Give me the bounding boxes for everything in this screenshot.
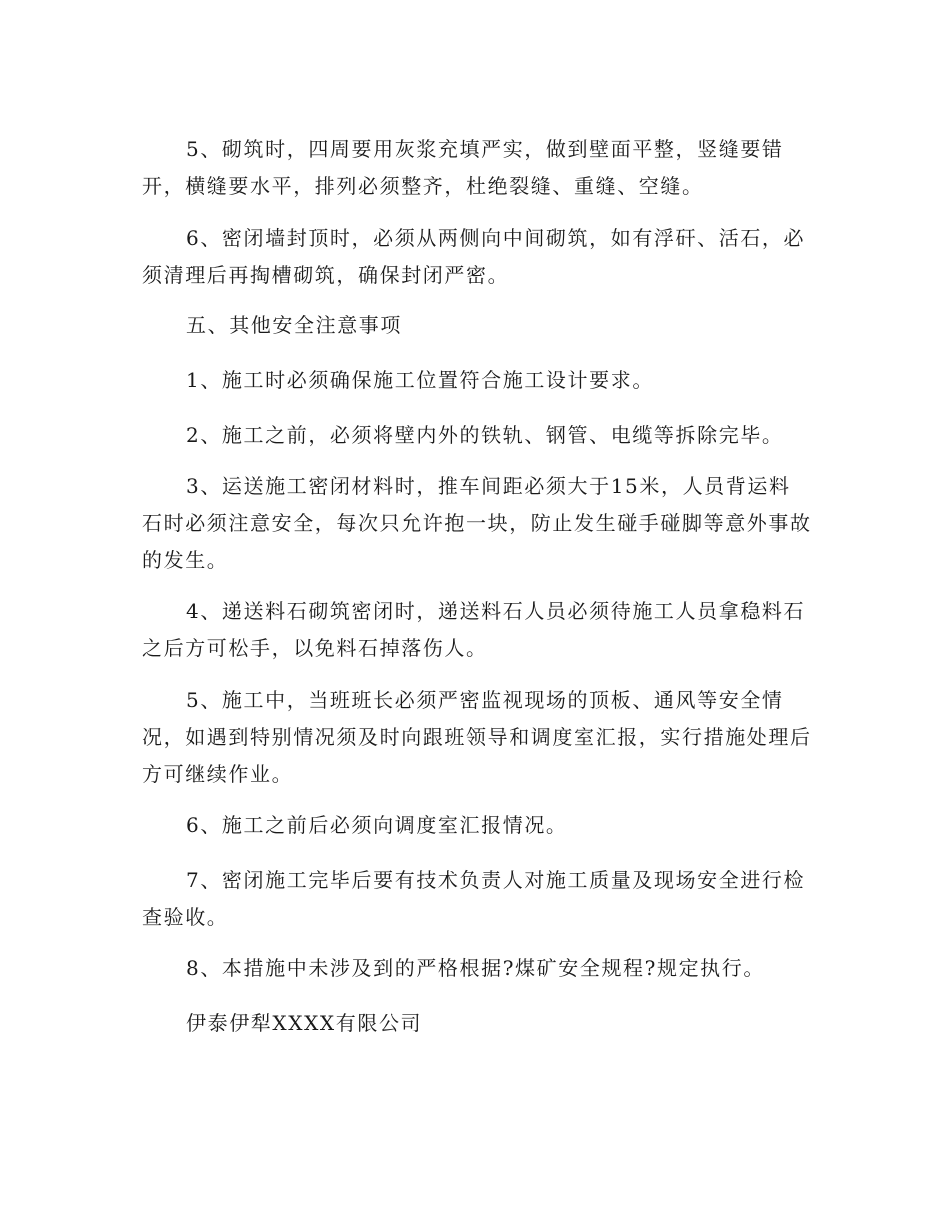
paragraph-safety-item-7: 7、密闭施工完毕后要有技术负责人对施工质量及现场安全进行检查验收。	[142, 868, 806, 929]
paragraph-item-5-masonry: 5、砌筑时，四周要用灰浆充填严实，做到壁面平整，竖缝要错开，横缝要水平，排列必须整齐，杜绝裂缝、重缝、空缝。	[142, 137, 784, 198]
section-heading-other-safety: 五、其他安全注意事项	[186, 313, 402, 337]
paragraph-safety-item-8: 8、本措施中未涉及到的严格根据?煤矿安全规程?规定执行。	[186, 956, 765, 980]
paragraph-safety-item-5: 5、施工中，当班班长必须严密监视现场的顶板、通风等安全情况，如遇到特别情况须及时向跟班领导和调度室汇报，实行措施处理后方可继续作业。	[142, 688, 812, 786]
paragraph-safety-item-4: 4、递送料石砌筑密闭时，递送料石人员必须待施工人员拿稳料石之后方可松手，以免料石掉落伤人。	[142, 599, 806, 660]
paragraph-safety-item-1: 1、施工时必须确保施工位置符合施工设计要求。	[186, 368, 654, 392]
company-signature: 伊泰伊犁XXXX有限公司	[186, 1011, 423, 1035]
paragraph-safety-item-2: 2、施工之前，必须将壁内外的铁轨、钢管、电缆等拆除完毕。	[186, 423, 784, 447]
paragraph-item-6-wall-top: 6、密闭墙封顶时，必须从两侧向中间砌筑，如有浮矸、活石，必须清理后再掏槽砌筑，确保封闭严密。	[142, 226, 806, 287]
paragraph-safety-item-3: 3、运送施工密闭材料时，推车间距必须大于15米，人员背运料石时必须注意安全，每次只允许抱一块，防止发生碰手碰脚等意外事故的发生。	[142, 474, 812, 572]
paragraph-safety-item-6: 6、施工之前后必须向调度室汇报情况。	[186, 813, 568, 837]
